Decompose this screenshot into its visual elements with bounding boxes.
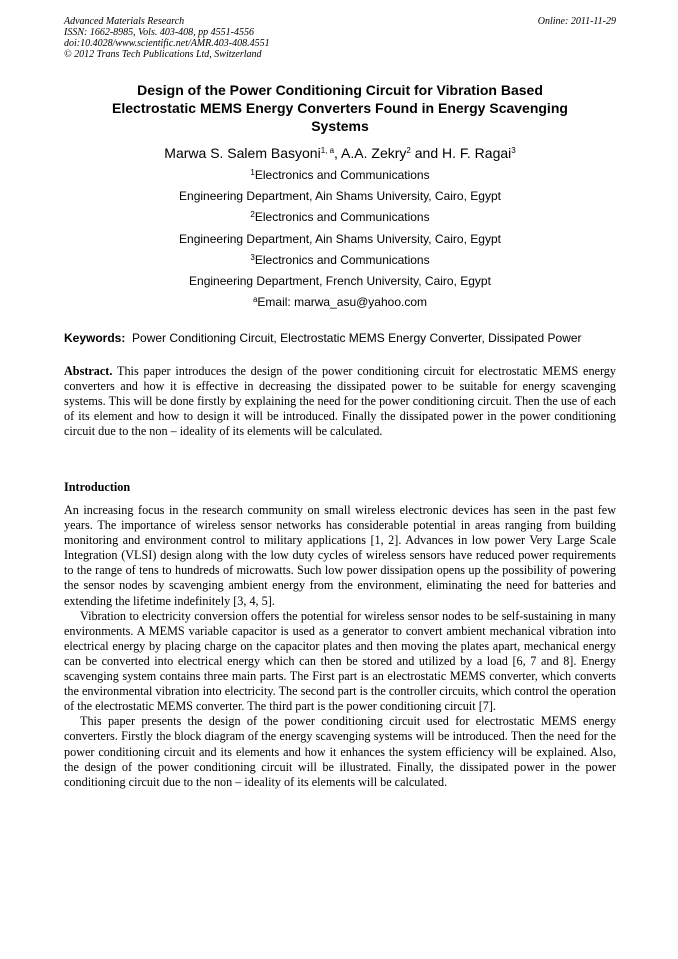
journal-name: Advanced Materials Research: [64, 16, 185, 27]
author-2-sup: 2: [406, 146, 411, 155]
title-line-2: Electrostatic MEMS Energy Converters Found in Energy Scavenging: [112, 100, 568, 116]
author-3: and H. F. Ragai: [410, 145, 512, 161]
journal-doi: doi:10.4028/www.scientific.net/AMR.403-408.4551: [64, 38, 270, 49]
author-3-sup: 3: [511, 146, 516, 155]
author-1: Marwa S. Salem Basyoni: [164, 145, 321, 161]
abstract-label: Abstract.: [64, 364, 113, 378]
affiliation-2-line-1: [64, 210, 616, 224]
online-date: Online: 2011-11-29: [537, 16, 616, 27]
journal-header: [64, 16, 616, 60]
title-line-1: Design of the Power Conditioning Circuit for Vibration Based: [137, 82, 543, 98]
email-sup: a: [252, 295, 258, 304]
section-heading-introduction: Introduction: [64, 480, 131, 494]
affiliation-1-line-2: Engineering Department, Ain Shams University, Cairo, Egypt: [179, 189, 501, 203]
affiliation-1-sup: 1: [250, 168, 255, 177]
journal-issn: ISSN: 1662-8985, Vols. 403-408, pp 4551-4556: [64, 27, 254, 38]
author-email: [64, 295, 616, 309]
keywords: [64, 331, 624, 345]
affiliation-3-line-2: Engineering Department, French University, Cairo, Egypt: [189, 274, 491, 288]
abstract-text: This paper introduces the design of the power conditioning circuit for electrostatic MEMS energy converters and how it is effective in decreasing the dissipated power to be suitable for energy scavenging systems. This will be done firstly by explaining the need for the power conditioning circuit. Then the use of each of its element and how to design it will be introduced. Finally the dissipated power in the power conditioning circuit due to the non – ideality of its elements will be calculated.: [64, 364, 616, 439]
author-1-sup: 1, a: [320, 146, 335, 155]
introduction-body: [64, 503, 616, 790]
author-list: [64, 144, 616, 162]
affiliation-2-line-2: Engineering Department, Ain Shams University, Cairo, Egypt: [179, 232, 501, 246]
affiliation-3-line-1: [64, 253, 616, 267]
affiliation-1-line-1: [64, 168, 616, 182]
author-2: , A.A. Zekry: [334, 145, 407, 161]
affiliation-3-text: Electronics and Communications: [254, 253, 430, 267]
affiliation-2-sup: 2: [250, 210, 255, 219]
paper-title: [64, 81, 616, 135]
keywords-text: Power Conditioning Circuit, Electrostatic MEMS Energy Converter, Dissipated Power: [132, 331, 582, 345]
intro-paragraph-2: Vibration to electricity conversion offers the potential for wireless sensor nodes to be self-sustaining in many environments. A MEMS variable capacitor is used as a generator to convert ambient mechanical vibration into electrical energy by placing charge on the capacitor plates and then moving the plates apart, mechanical energy can be converted into electrical energy which can then be stored and utilized by a load [6, 7 and 8]. Energy scavenging system contains three main parts. The First part is an electrostatic MEMS converter, which converts the environmental vibration into electricity. The second part is the controller circuits, which control the operation of the electrostatic MEMS converter. The third part is the power conditioning circuit [7].: [64, 608, 616, 714]
journal-copyright: © 2012 Trans Tech Publications Ltd, Switzerland: [64, 49, 262, 60]
intro-paragraph-1: An increasing focus in the research community on small wireless electronic devices has seen in the past few years. The importance of wireless sensor networks has considerable potential in areas ranging from building monitoring and environment control to military applications [1, 2]. Advances in low power Very Large Scale Integration (VLSI) design along with the low duty cycles of wireless sensors have reduced power requirements to the range of tens to hundreds of microwatts. Such low power dissipation opens up the possibility of powering the sensor nodes by scavenging ambient energy from the environment, eliminating the need for batteries and extending the lifetime indefinitely [3, 4, 5].: [64, 503, 616, 608]
affiliation-3-sup: 3: [250, 253, 255, 262]
keywords-label: Keywords:: [64, 331, 126, 345]
email-text: Email: marwa_asu@yahoo.com: [257, 295, 428, 309]
title-line-3: Systems: [311, 118, 369, 134]
abstract: [64, 364, 616, 439]
affiliation-1-text: Electronics and Communications: [254, 168, 430, 182]
intro-paragraph-3: This paper presents the design of the power conditioning circuit used for electrostatic MEMS energy converters. Firstly the block diagram of the energy scavenging systems will be introduced. Then the need for the power conditioning circuit and its elements and how it enhances the system efficiency will be explained. Also, the design of the power conditioning circuit will be illustrated. Finally, the dissipated power in the power conditioning circuit due to the non – ideality of its elements will be calculated.: [64, 714, 616, 789]
affiliation-2-text: Electronics and Communications: [254, 210, 430, 224]
